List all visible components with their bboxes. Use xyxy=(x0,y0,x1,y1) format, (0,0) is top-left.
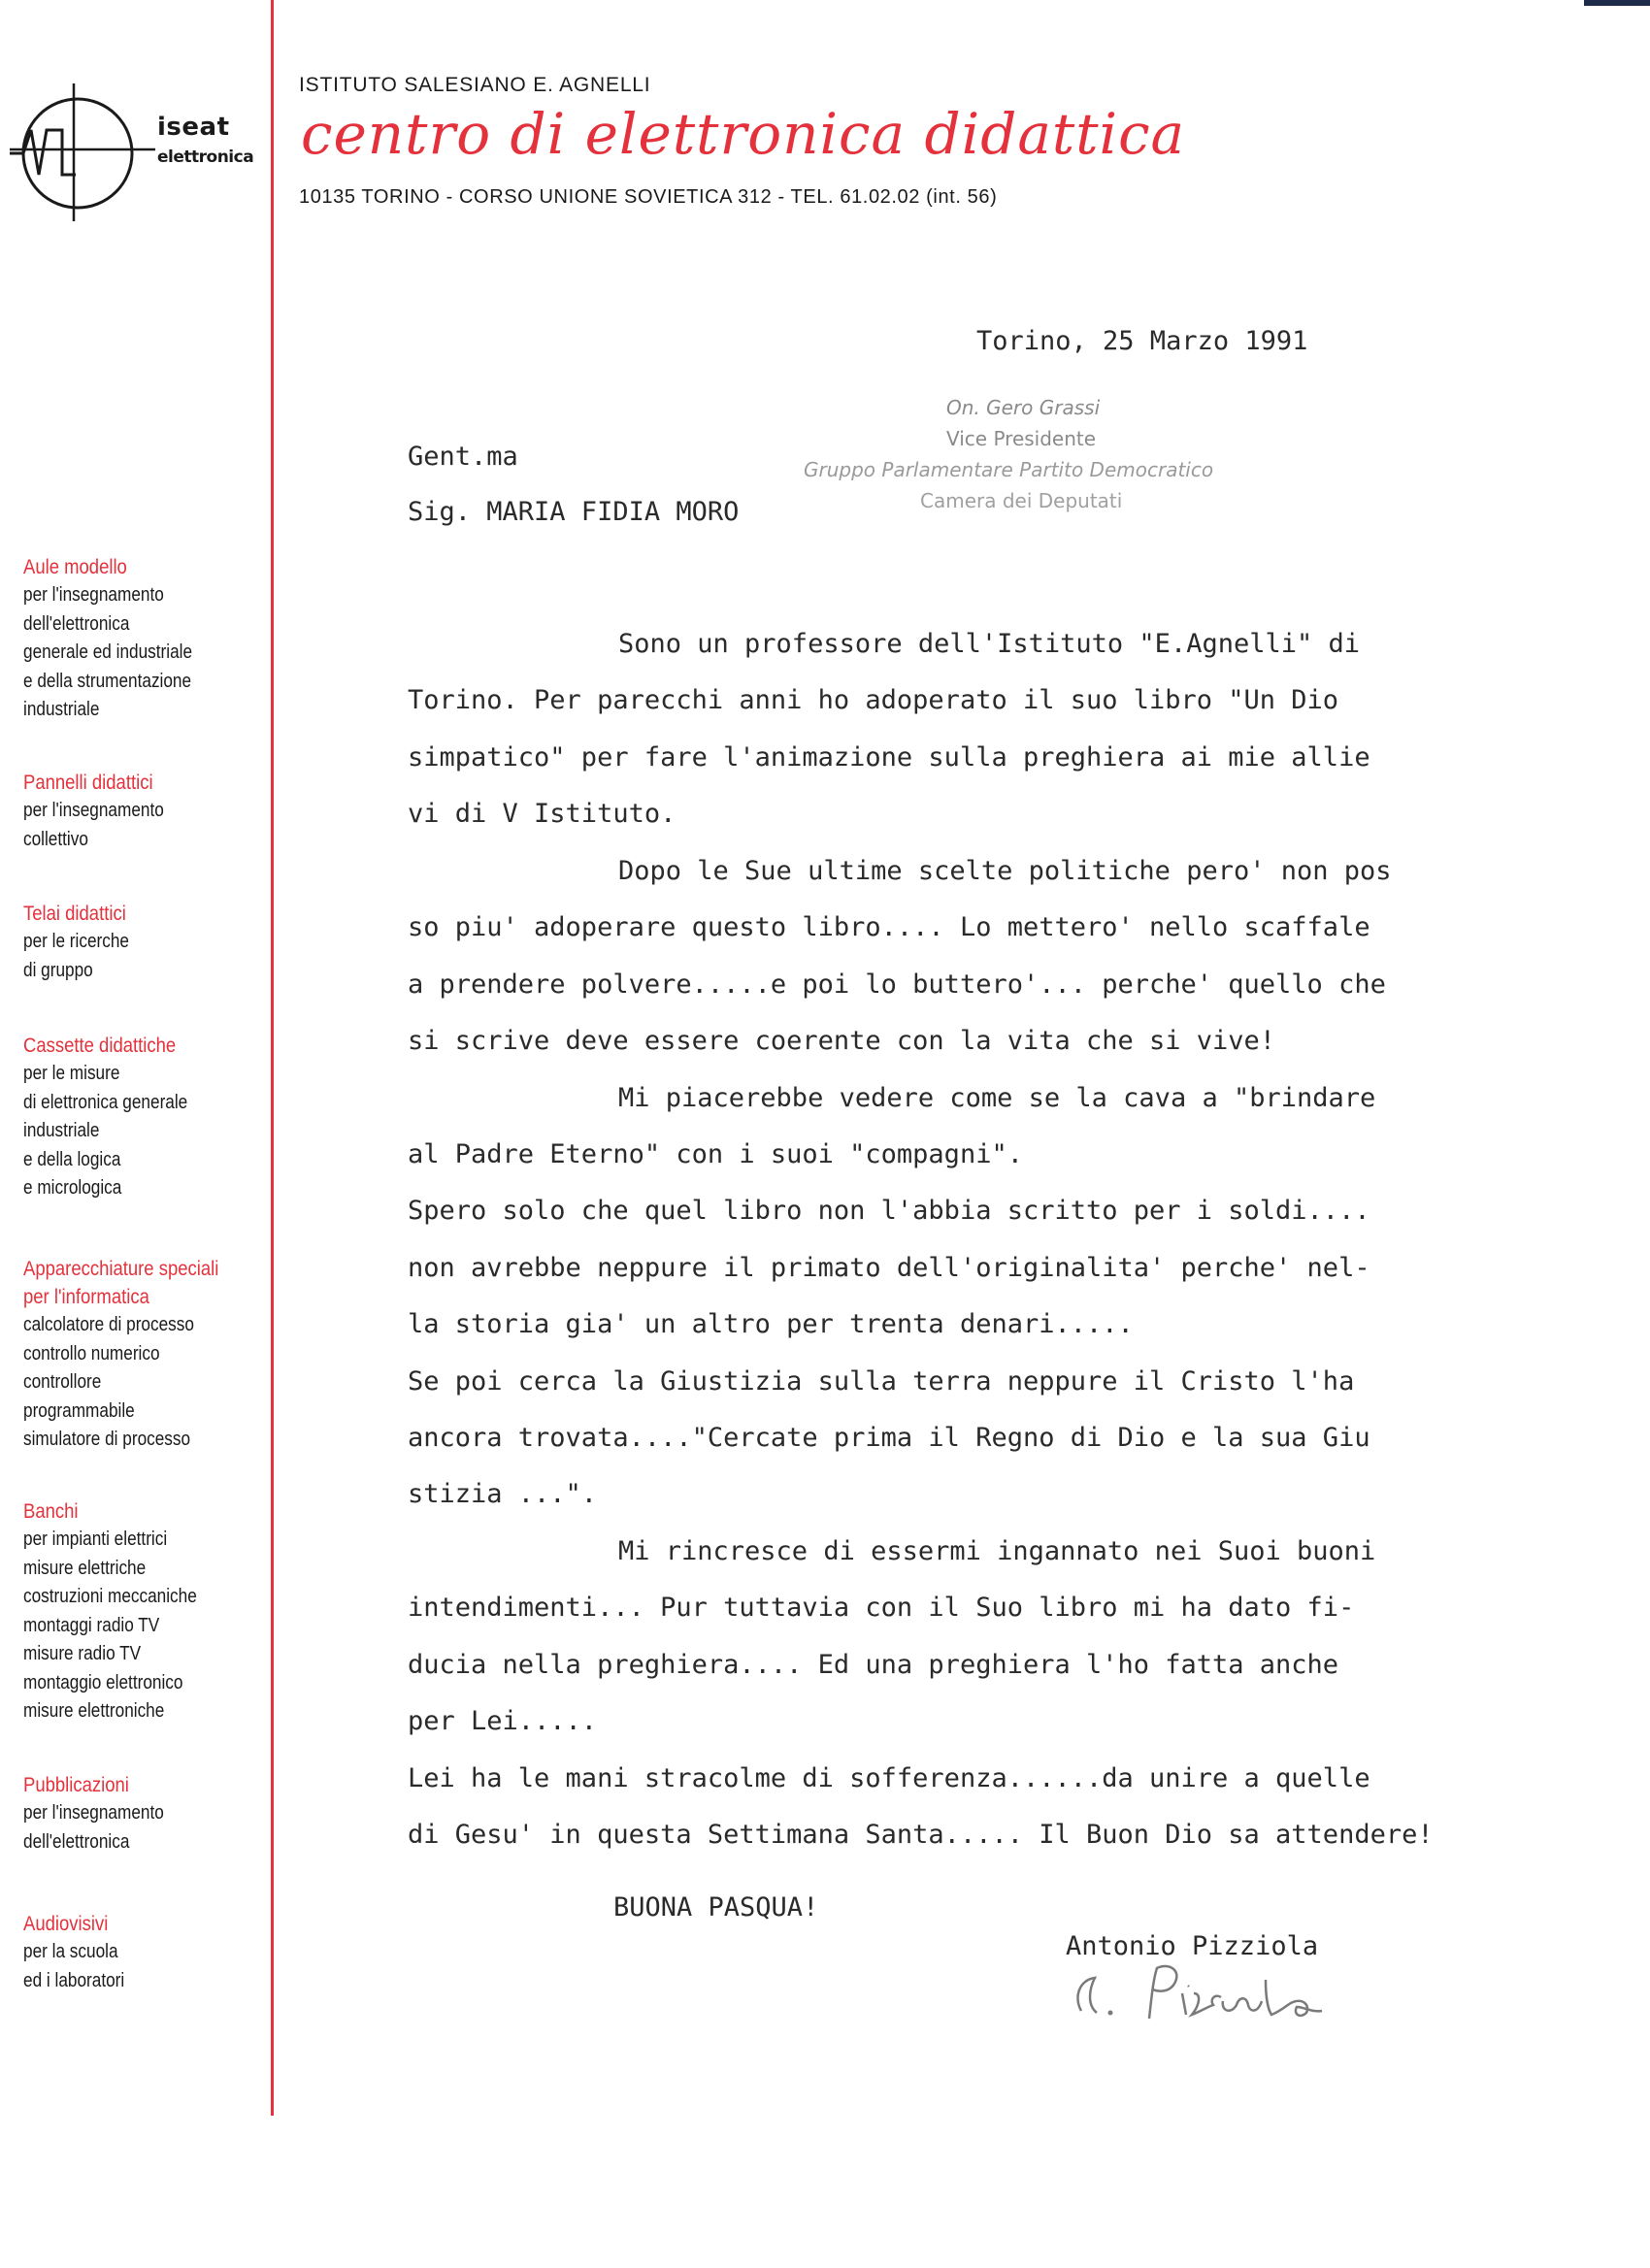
body-line: vi di V Istituto. xyxy=(408,799,676,829)
body-line: non avrebbe neppure il primato dell'originalita' perche' nel- xyxy=(408,1253,1370,1283)
body-line: per Lei..... xyxy=(408,1706,598,1736)
sidebar-line: controllore xyxy=(23,1371,102,1393)
sidebar-line: per le ricerche xyxy=(23,931,129,952)
body-line: si scrive deve essere coerente con la vita che si vive! xyxy=(408,1026,1276,1056)
sidebar-line: industriale xyxy=(23,1120,100,1141)
sidebar-line: e della logica xyxy=(23,1148,121,1170)
closing: BUONA PASQUA! xyxy=(613,1892,819,1923)
body-line: al Padre Eterno" con i suoi "compagni". xyxy=(408,1139,1023,1169)
sidebar-line: montaggio elettronico xyxy=(23,1671,183,1693)
body-line: Spero solo che quel libro non l'abbia scritto per i soldi.... xyxy=(408,1196,1370,1226)
sidebar-section xyxy=(23,1771,186,1857)
iseat-emblem-icon xyxy=(10,78,155,233)
body-line: Dopo le Sue ultime scelte politiche pero' non pos xyxy=(618,856,1392,886)
sidebar-line: per impianti elettrici xyxy=(23,1528,168,1550)
sidebar-line: costruzioni meccaniche xyxy=(23,1586,197,1607)
sidebar-line: collettivo xyxy=(23,828,88,850)
sidebar-line: programmabile xyxy=(23,1399,135,1422)
sidebar-section xyxy=(23,1497,225,1726)
body-line: ancora trovata...."Cercate prima il Regno di Dio e la sua Giu xyxy=(408,1423,1370,1453)
sidebar-line: calcolatore di processo xyxy=(23,1314,194,1335)
sidebar-line: per la scuola xyxy=(23,1941,118,1962)
corner-mark xyxy=(1584,0,1650,6)
sidebar-line: misure elettriche xyxy=(23,1557,147,1579)
sidebar-line: controllo numerico xyxy=(23,1342,160,1364)
sidebar-line: simulatore di processo xyxy=(23,1429,191,1450)
sidebar-section xyxy=(23,900,147,985)
signer-name: Antonio Pizziola xyxy=(1066,1931,1319,1961)
salutation: Gent.ma xyxy=(408,442,518,472)
stamp-chamber: Camera dei Deputati xyxy=(920,489,1123,512)
sidebar-line: misure elettroniche xyxy=(23,1700,165,1722)
red-vertical-rule xyxy=(271,0,274,2116)
sidebar-line: e della strumentazione xyxy=(23,670,192,692)
iseat-logo xyxy=(10,78,262,233)
body-line: Sono un professore dell'Istituto "E.Agnelli" di xyxy=(618,629,1361,659)
letter-date: Torino, 25 Marzo 1991 xyxy=(976,326,1308,356)
sidebar-line: dell'elettronica xyxy=(23,1830,130,1853)
sidebar-section xyxy=(23,769,186,854)
sidebar-line: per le misure xyxy=(23,1063,120,1084)
body-line: Se poi cerca la Giustizia sulla terra neppure il Cristo l'ha xyxy=(408,1366,1355,1397)
body-line: simpatico" per fare l'animazione sulla preghiera ai mie allie xyxy=(408,742,1370,772)
sidebar-line: misure radio TV xyxy=(23,1643,142,1664)
sidebar-line: per l'insegnamento xyxy=(23,584,164,606)
sidebar-heading: Pannelli didattici xyxy=(23,772,153,794)
letterhead-title: centro di elettronica didattica xyxy=(301,101,1186,167)
sidebar-line: per l'insegnamento xyxy=(23,1802,164,1824)
body-line: ducia nella preghiera.... Ed una preghiera l'ho fatta anche xyxy=(408,1650,1339,1680)
sidebar-heading: Audiovisivi xyxy=(23,1913,109,1935)
body-line: so piu' adoperare questo libro.... Lo mettero' nello scaffale xyxy=(408,912,1370,942)
sidebar-line: generale ed industriale xyxy=(23,641,193,663)
sidebar-section xyxy=(23,553,219,725)
body-line: stizia ...". xyxy=(408,1479,598,1509)
sidebar-heading: Aule modello xyxy=(23,556,127,578)
sidebar-heading: Telai didattici xyxy=(23,903,126,925)
stamp-role: Vice Presidente xyxy=(946,427,1097,450)
institute-name: ISTITUTO SALESIANO E. AGNELLI xyxy=(299,74,651,96)
sidebar-line: montaggi radio TV xyxy=(23,1614,160,1636)
stamp-group: Gruppo Parlamentare Partito Democratico xyxy=(804,458,1214,481)
sidebar-heading: Apparecchiature speciali xyxy=(23,1258,219,1280)
logo-word: iseat xyxy=(157,113,230,142)
signature-icon xyxy=(1068,1951,1359,2038)
sidebar-section xyxy=(23,1032,214,1203)
body-line: di Gesu' in questa Settimana Santa..... Il Buon Dio sa attendere! xyxy=(408,1820,1434,1850)
body-line: la storia gia' un altro per trenta denari..... xyxy=(408,1309,1134,1339)
sidebar-line: di gruppo xyxy=(23,959,93,981)
body-line: Lei ha le mani stracolme di sofferenza......da unire a quelle xyxy=(408,1763,1370,1793)
sidebar-line: dell'elettronica xyxy=(23,612,130,635)
sidebar-heading: Pubblicazioni xyxy=(23,1774,129,1796)
sidebar-heading: per l'informatica xyxy=(23,1286,149,1308)
sidebar-line: e micrologica xyxy=(23,1177,122,1199)
sidebar-section xyxy=(23,1910,141,1995)
body-line: Mi piacerebbe vedere come se la cava a "brindare xyxy=(618,1083,1376,1113)
body-line: Mi rincresce di essermi ingannato nei Suoi buoni xyxy=(618,1536,1376,1566)
logo-subword: elettronica xyxy=(157,148,254,167)
stamp-name: On. Gero Grassi xyxy=(946,396,1101,419)
body-line: Torino. Per parecchi anni ho adoperato il suo libro "Un Dio xyxy=(408,685,1339,715)
sidebar-heading: Banchi xyxy=(23,1500,79,1523)
body-line: intendimenti... Pur tuttavia con il Suo libro mi ha dato fi- xyxy=(408,1593,1355,1623)
letterhead-address: 10135 TORINO - CORSO UNIONE SOVIETICA 312 - TEL. 61.02.02 (int. 56) xyxy=(299,186,998,208)
handwritten-signature xyxy=(1068,1951,1359,2043)
sidebar-line: di elettronica generale xyxy=(23,1091,188,1113)
sidebar-section xyxy=(23,1255,246,1455)
recipient-name: Sig. MARIA FIDIA MORO xyxy=(408,497,740,527)
sidebar-heading: Cassette didattiche xyxy=(23,1035,177,1057)
sidebar-line: ed i laboratori xyxy=(23,1969,125,1991)
sidebar-line: per l'insegnamento xyxy=(23,800,164,821)
body-line: a prendere polvere.....e poi lo buttero'... perche' quello che xyxy=(408,970,1386,1000)
sidebar-line: industriale xyxy=(23,699,100,720)
